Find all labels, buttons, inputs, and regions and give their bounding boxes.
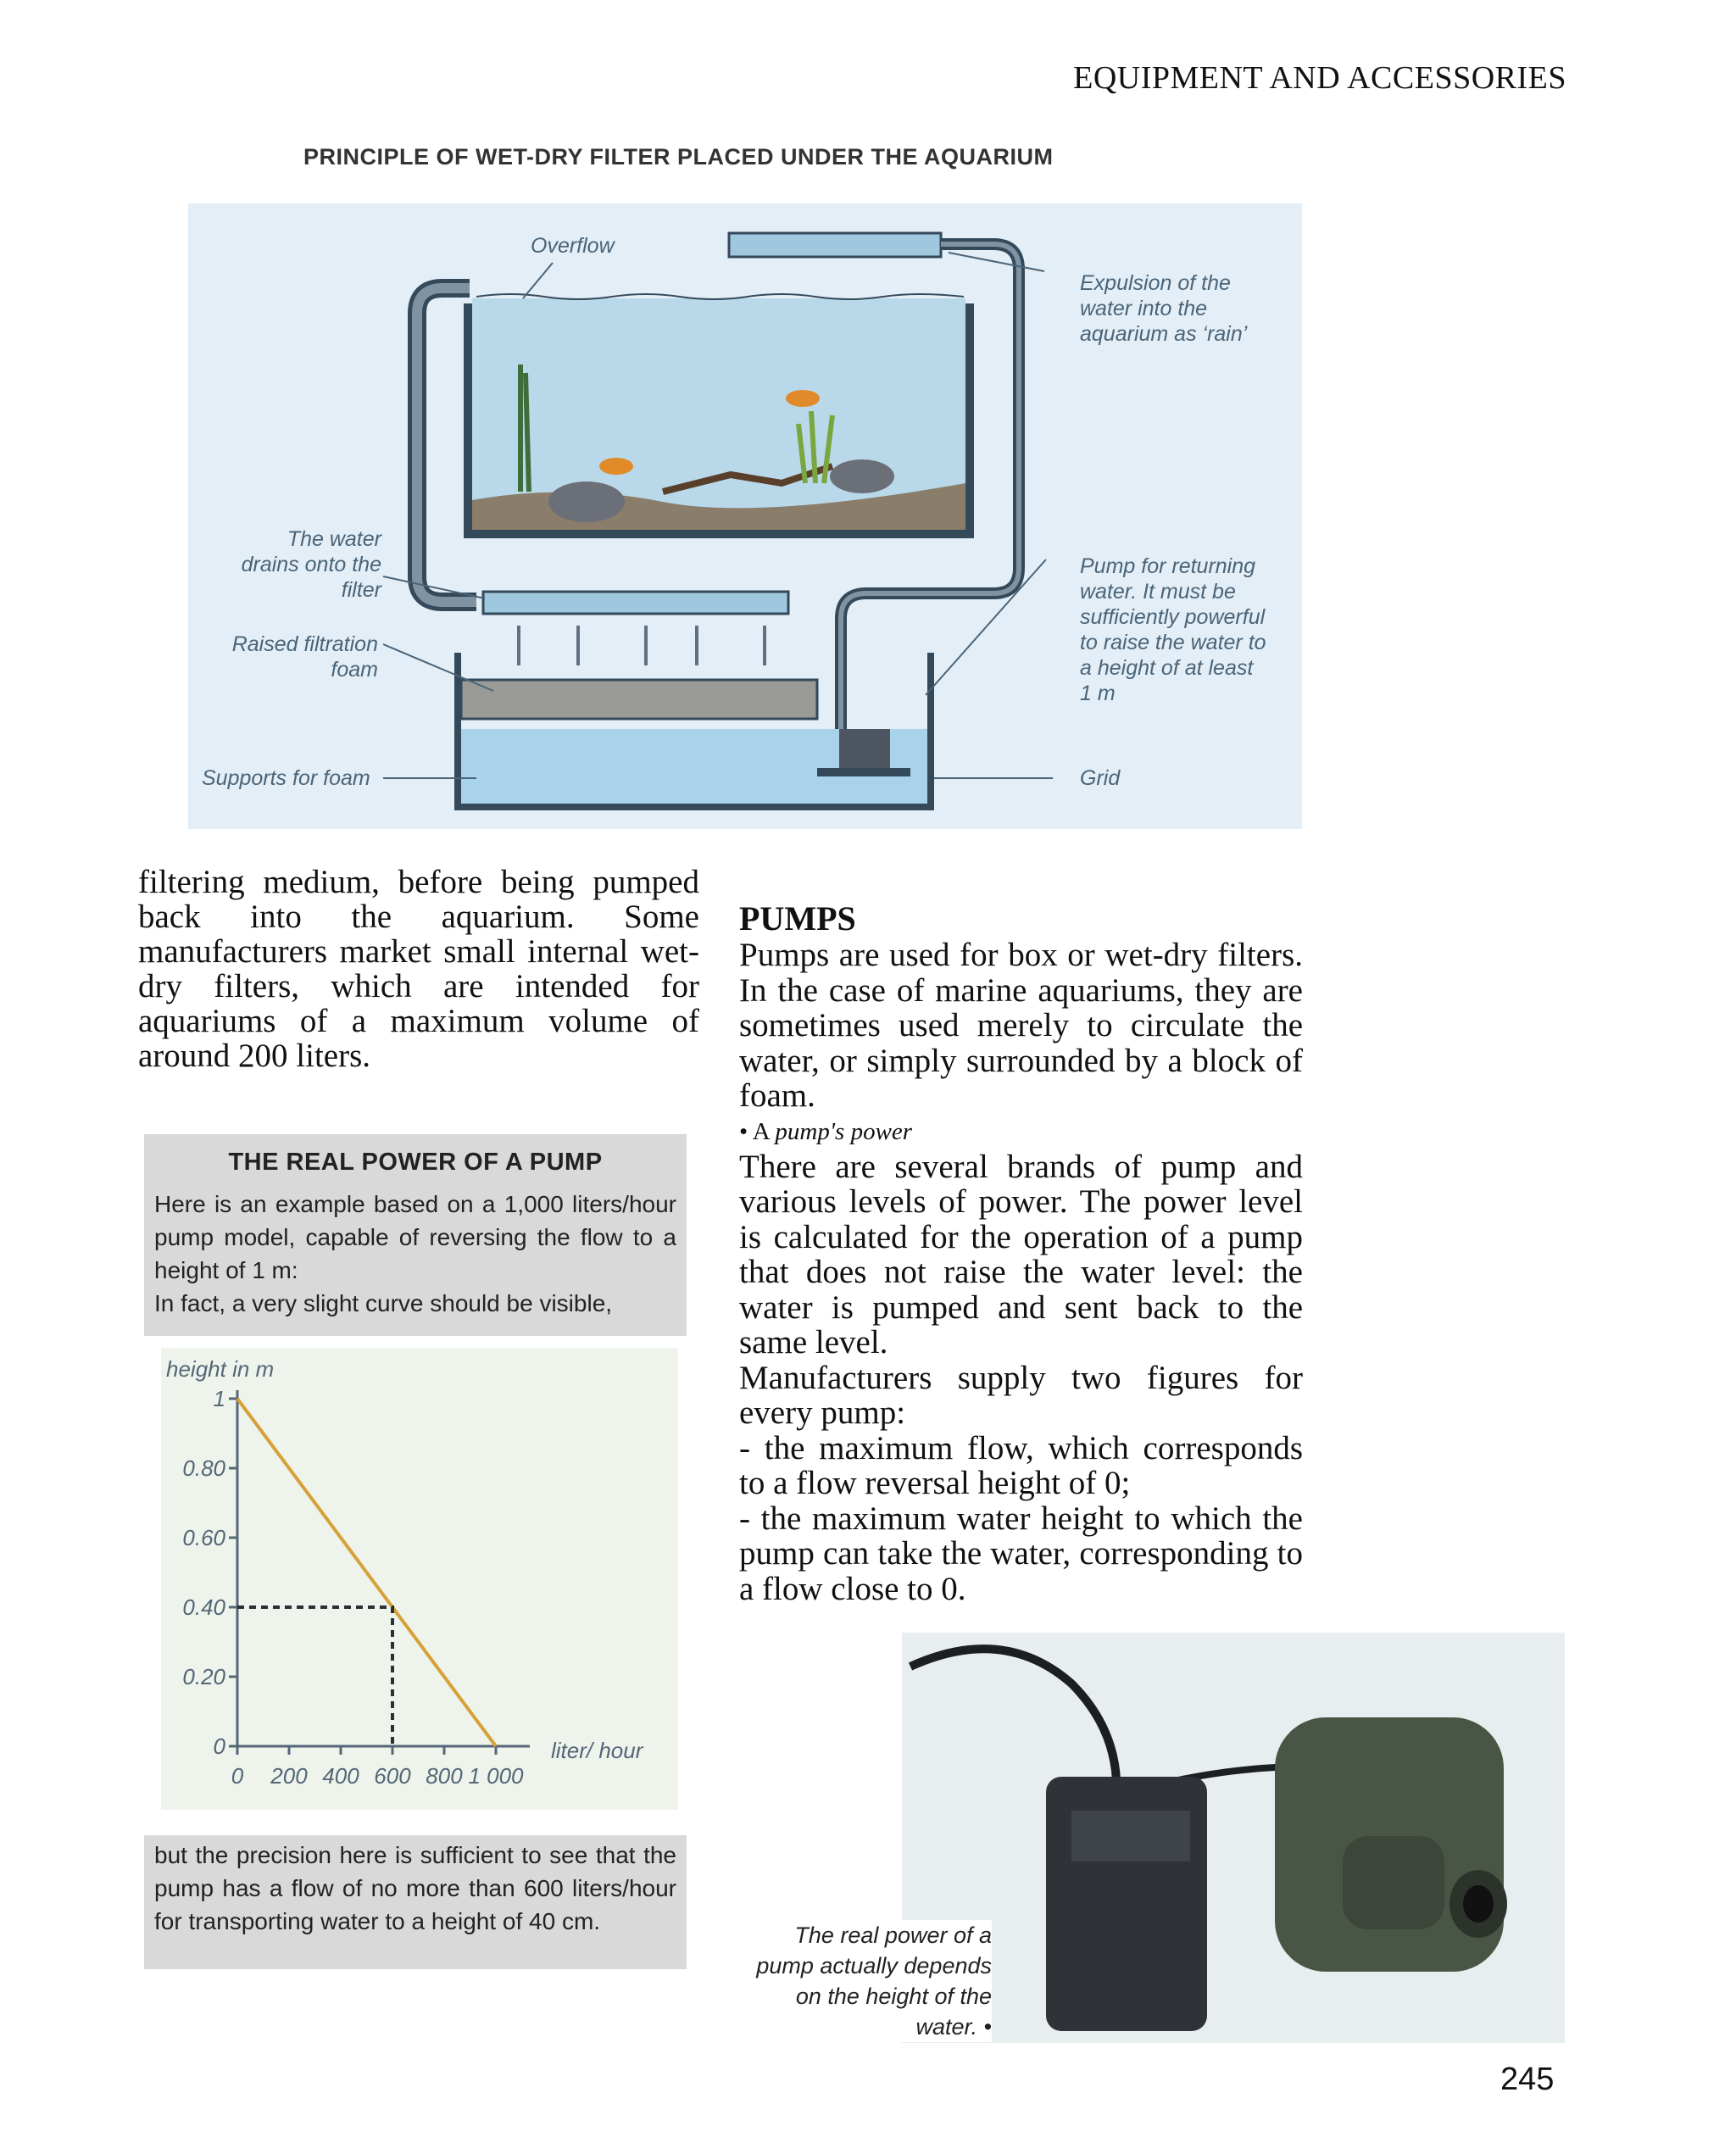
- sidebar-intro: Here is an example based on a 1,000 liters/hour pump model, capable of reversing the flow to a height of 1 m:: [154, 1191, 676, 1283]
- label-expulsion-1: Expulsion of the: [1080, 271, 1231, 295]
- bullet-italic: pump's power: [775, 1117, 913, 1145]
- chart-series-line: [237, 1399, 496, 1746]
- pump-power-chart: [161, 1348, 678, 1810]
- label-pump-5: a height of at least: [1080, 656, 1254, 680]
- label-water-drains-3: filter: [341, 578, 381, 602]
- x-tick-label: 400: [322, 1763, 359, 1789]
- bullet-prefix: • A: [739, 1117, 770, 1145]
- label-expulsion-2: water into the: [1080, 297, 1208, 320]
- left-column-text: filtering medium, before being pumped back into the aquarium. Some manufacturers market small internal wet-dry filters, which are intended for aquariums of a maximum volume of around 200 liters.: [138, 864, 699, 1074]
- y-tick-label: 0.60: [182, 1525, 225, 1550]
- pumps-subheading: [739, 1116, 1303, 1148]
- x-tick-label: 200: [270, 1763, 308, 1789]
- pumps-item-1: - the maximum flow, which corresponds to a flow reversal height of 0;: [739, 1429, 1303, 1501]
- label-pump-4: to raise the water to: [1080, 631, 1266, 654]
- y-tick-label: 0.40: [182, 1594, 225, 1620]
- label-pump-6: 1 m: [1080, 682, 1116, 705]
- chart-ylabel: height in m: [166, 1356, 275, 1382]
- photo-caption: The real power of a pump actually depends on the height of the water. •: [737, 1920, 992, 2042]
- label-raised-foam-1: Raised filtration: [231, 632, 378, 656]
- label-raised-foam-2: foam: [331, 658, 378, 682]
- y-tick-label: 1: [213, 1386, 225, 1411]
- section-heading-pumps: PUMPS: [739, 899, 856, 938]
- x-tick-label: 0: [231, 1763, 244, 1789]
- label-pump-1: Pump for returning: [1080, 554, 1256, 578]
- x-tick-label: 800: [426, 1763, 463, 1789]
- y-tick-label: 0.20: [182, 1664, 225, 1689]
- pumps-para-2: There are several brands of pump and various levels of power. The power level is calculated for the operation of a pump that does not raise the water level: the water is pumped and sent back to the same level.: [739, 1148, 1303, 1361]
- label-water-drains-1: The water: [287, 527, 381, 551]
- pumps-para-1: Pumps are used for box or wet-dry filters. In the case of marine aquariums, they are sometimes used merely to circulate the water, or simply surrounded by a block of foam.: [739, 937, 1303, 1114]
- sidebar-note: In fact, a very slight curve should be visible,: [154, 1290, 613, 1316]
- x-tick-label: 1 000: [468, 1763, 524, 1789]
- label-overflow: Overflow: [531, 234, 615, 258]
- label-grid: Grid: [1080, 766, 1121, 790]
- y-tick-label: 0.80: [182, 1455, 225, 1481]
- chart-xlabel: liter/ hour: [551, 1738, 643, 1763]
- pump-photo: [902, 1633, 1565, 2043]
- pumps-para-3: Manufacturers supply two figures for every pump:: [739, 1359, 1303, 1431]
- wet-dry-filter-diagram: [188, 203, 1302, 829]
- right-column: [739, 900, 1303, 1606]
- label-supports: Supports for foam: [202, 766, 370, 790]
- figure-title: PRINCIPLE OF WET-DRY FILTER PLACED UNDER THE AQUARIUM: [303, 144, 1054, 170]
- sidebar-title: THE REAL POWER OF A PUMP: [228, 1149, 603, 1176]
- label-expulsion-3: aquarium as ‘rain’: [1080, 322, 1248, 346]
- page-number: 245: [1500, 2062, 1555, 2097]
- x-tick-label: 600: [374, 1763, 411, 1789]
- label-water-drains-2: drains onto the: [241, 553, 381, 576]
- chart-annotation-dashed: [237, 1607, 392, 1746]
- pumps-item-2: - the maximum water height to which the pump can take the water, corresponding to a flow close to 0.: [739, 1500, 1303, 1607]
- label-pump-2: water. It must be: [1080, 580, 1236, 604]
- label-pump-3: sufficiently powerful: [1080, 605, 1266, 629]
- y-tick-label: 0: [213, 1733, 225, 1759]
- sidebar-conclusion: but the precision here is sufficient to see that the pump has a flow of no more than 600 liters/hour for transporting water to a height of 40 cm.: [154, 1842, 676, 1934]
- running-header: EQUIPMENT AND ACCESSORIES: [1073, 60, 1566, 96]
- sidebar-box-top: [144, 1134, 687, 1336]
- sidebar-box-bottom: [144, 1835, 687, 1969]
